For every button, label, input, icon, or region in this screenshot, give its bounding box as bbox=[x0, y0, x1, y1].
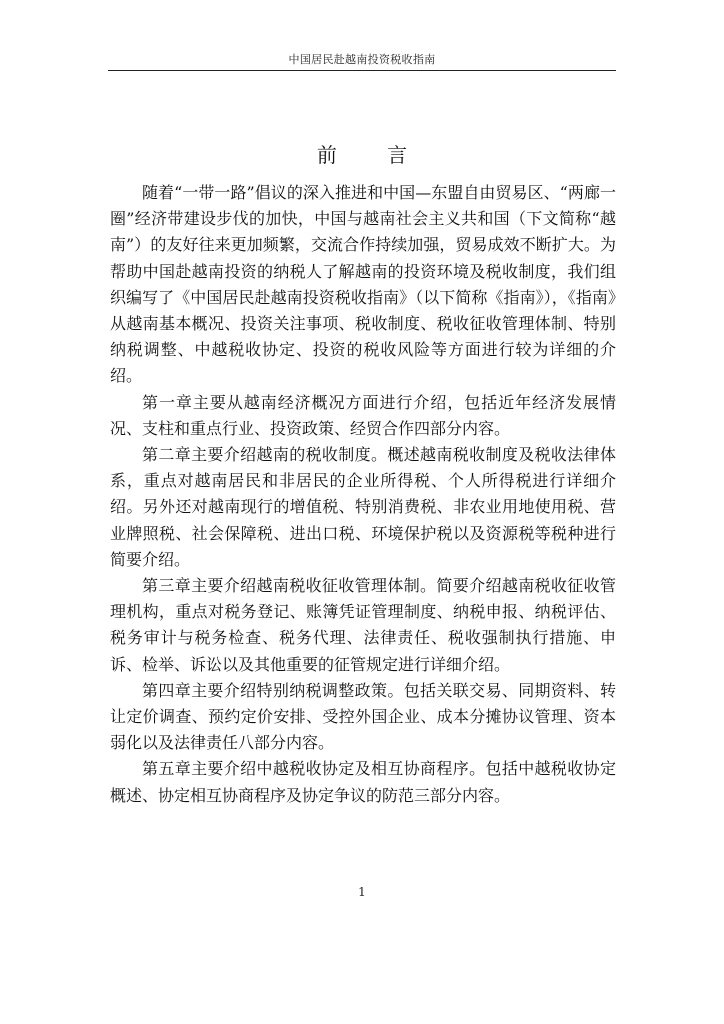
paragraph-chapter-1: 第一章主要从越南经济概况方面进行介绍，包括近年经济发展情况、支柱和重点行业、投资政策、经贸合作四部分内容。 bbox=[110, 392, 616, 438]
paragraph-chapter-4: 第四章主要介绍特别纳税调整政策。包括关联交易、同期资料、转让定价调查、预约定价安排、受控外国企业、成本分摊协议管理、资本弱化以及法律责任八部分内容。 bbox=[110, 680, 616, 753]
paragraph-chapter-5: 第五章主要介绍中越税收协定及相互协商程序。包括中越税收协定概述、协定相互协商程序及协定争议的防范三部分内容。 bbox=[110, 759, 616, 805]
paragraph-intro: 随着“一带一路”倡议的深入推进和中国—东盟自由贸易区、“两廊一圈”经济带建设步伐的加快，中国与越南社会主义共和国（下文简称“越南”）的友好往来更加频繁，交流合作持续加强，贸易成效不断扩大。为帮助中国赴越南投资的纳税人了解越南的投资环境及税收制度，我们组织编写了《中国居民赴越南投资税收指南》（以下简称《指南》），《指南》从越南基本概况、投资关注事项、税收制度、税收征收管理体制、特别纳税调整、中越税收协定、投资的税收风险等方面进行较为详细的介绍。 bbox=[110, 183, 616, 386]
preface-body bbox=[110, 180, 616, 809]
header-rule bbox=[108, 70, 616, 71]
paragraph-chapter-2: 第二章主要介绍越南的税收制度。概述越南税收制度及税收法律体系，重点对越南居民和非居民的企业所得税、个人所得税进行详细介绍。另外还对越南现行的增值税、特别消费税、非农业用地使用税、营业牌照税、社会保障税、进出口税、环境保护税以及资源税等税种进行简要介绍。 bbox=[110, 445, 616, 569]
paragraph-chapter-3: 第三章主要介绍越南税收征收管理体制。简要介绍越南税收征收管理机构，重点对税务登记、账簿凭证管理制度、纳税申报、纳税评估、税务审计与税务检查、税务代理、法律责任、税收强制执行措施、申诉、检举、诉讼以及其他重要的征管规定进行详细介绍。 bbox=[110, 576, 616, 674]
running-header: 中国居民赴越南投资税收指南 bbox=[288, 53, 436, 66]
page-number: 1 bbox=[358, 885, 366, 899]
preface-title: 前 言 bbox=[316, 143, 430, 168]
